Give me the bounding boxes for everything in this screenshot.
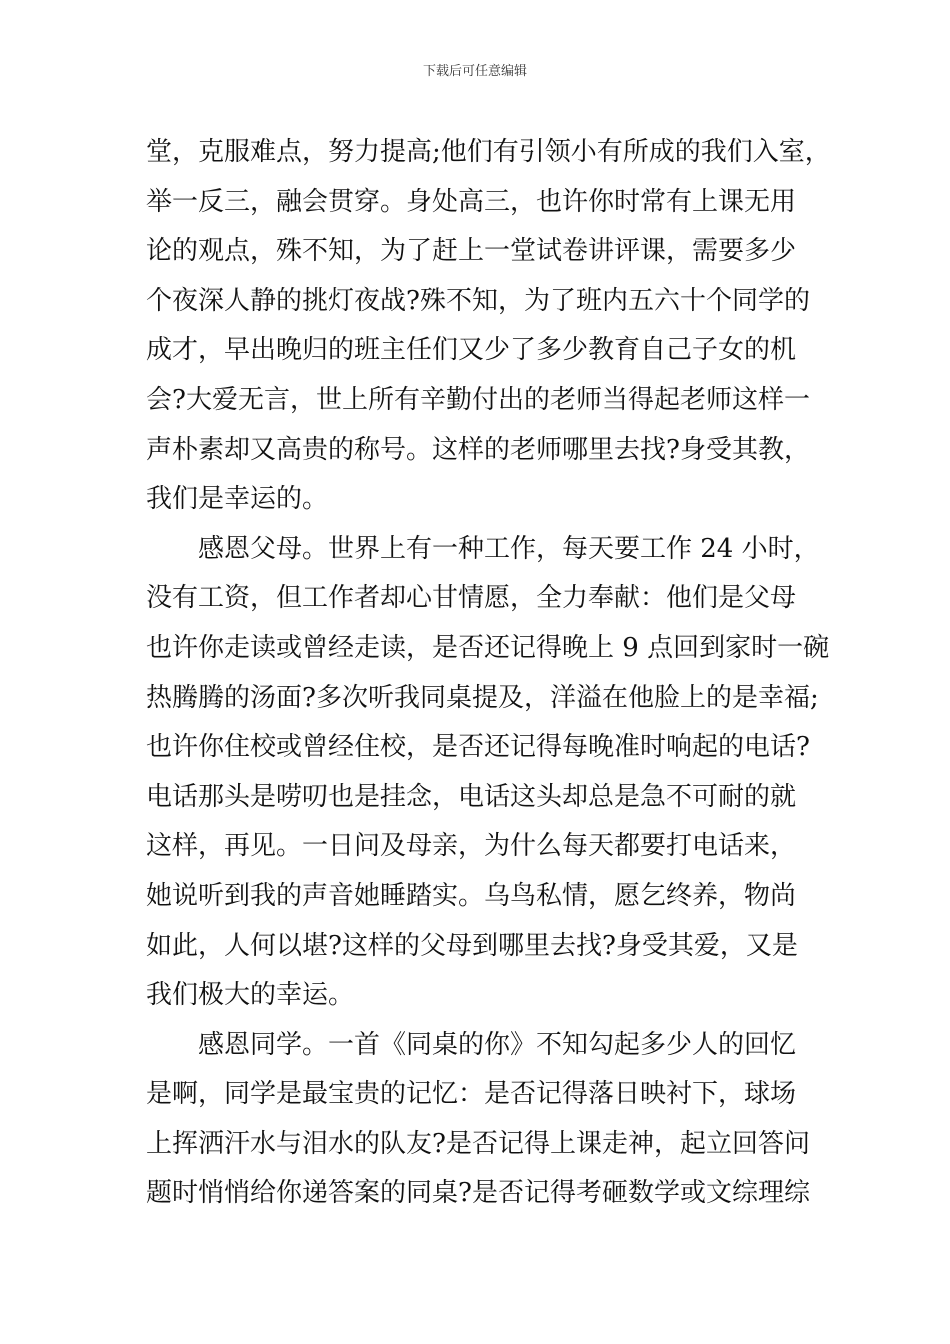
paragraph-classmates — [146, 1021, 826, 1219]
text-line: 声朴素却又高贵的称号。这样的老师哪里去找?身受其教， — [146, 434, 810, 465]
text-line: 电话那头是唠叨也是挂念，电话这头却总是急不可耐的就 — [146, 781, 797, 812]
document-body — [146, 128, 831, 1219]
text-line: 没有工资，但工作者却心甘情愿，全力奉献：他们是父母 — [146, 583, 797, 614]
text-line: 个夜深人静的挑灯夜战?殊不知，为了班内五六十个同学的 — [146, 285, 810, 316]
text-line: 这样，再见。一日问及母亲，为什么每天都要打电话来， — [146, 831, 797, 862]
text-line: 题时悄悄给你递答案的同桌?是否记得考砸数学或文综理综 — [146, 1178, 810, 1209]
text-line: 我们是幸运的。 — [146, 484, 329, 515]
text-line: 如此，人何以堪?这样的父母到哪里去找?身受其爱，又是 — [146, 930, 798, 961]
text-line: 会?大爱无言，世上所有辛勤付出的老师当得起老师这样一 — [146, 384, 810, 415]
text-line: 堂，克服难点，努力提高;他们有引领小有所成的我们入室， — [146, 137, 831, 167]
paragraph-teachers — [146, 128, 831, 525]
text-line: 成才，早出晚归的班主任们又少了多少教育自己子女的机 — [146, 335, 797, 366]
text-line: 是啊，同学是最宝贵的记忆：是否记得落日映衬下，球场 — [146, 1079, 797, 1110]
text-line: 也许你走读或曾经走读，是否还记得晚上 9 点回到家时一碗 — [146, 632, 830, 663]
text-line: 热腾腾的汤面?多次听我同桌提及，洋溢在他脸上的是幸福; — [146, 682, 819, 713]
text-line-first: 感恩父母。世界上有一种工作，每天要工作 24 小时， — [198, 533, 820, 564]
text-line: 我们极大的幸运。 — [146, 980, 355, 1011]
text-line-first: 感恩同学。一首《同桌的你》不知勾起多少人的回忆 — [198, 1029, 797, 1060]
text-line: 也许你住校或曾经住校，是否还记得每晚准时响起的电话? — [146, 732, 810, 763]
text-line: 上挥洒汗水与泪水的队友?是否记得上课走神，起立回答问 — [146, 1128, 810, 1159]
text-line: 论的观点，殊不知，为了赶上一堂试卷讲评课，需要多少 — [146, 236, 797, 267]
page-header: 下载后可任意编辑 — [422, 64, 527, 79]
paragraph-parents — [146, 525, 830, 1021]
text-line: 她说听到我的声音她睡踏实。乌鸟私情，愿乞终养，物尚 — [146, 880, 797, 911]
text-line: 举一反三，融会贯穿。身处高三，也许你时常有上课无用 — [146, 186, 797, 217]
